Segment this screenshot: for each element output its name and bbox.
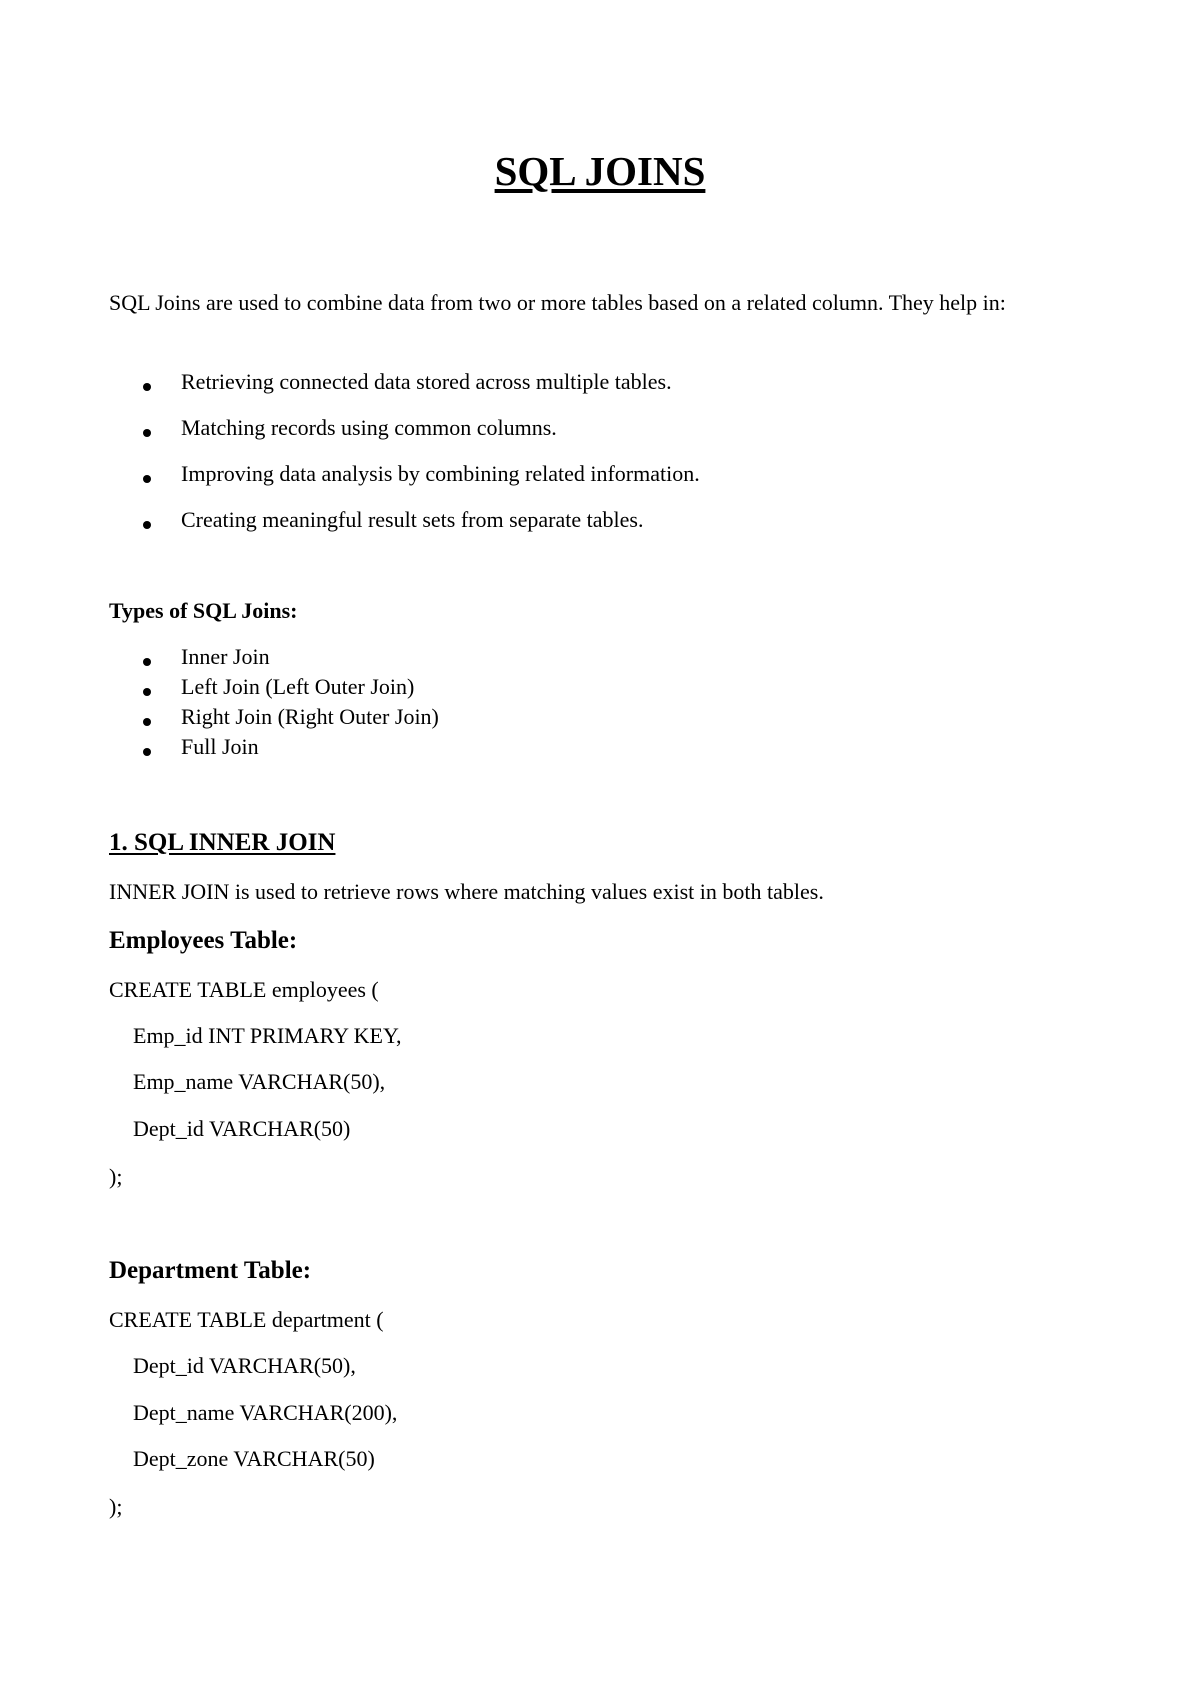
- code-line: Emp_id INT PRIMARY KEY,: [133, 1023, 402, 1048]
- list-item: Improving data analysis by combining related information.: [181, 461, 700, 486]
- bullet-icon: [143, 383, 151, 391]
- document-title-text: SQL JOINS: [494, 148, 706, 194]
- department-table-heading: Department Table:: [109, 1257, 312, 1284]
- bullet-icon: [143, 688, 151, 696]
- list-item: Retrieving connected data stored across multiple tables.: [181, 369, 672, 394]
- code-line: Emp_name VARCHAR(50),: [133, 1069, 386, 1094]
- list-item: Matching records using common columns.: [181, 415, 557, 440]
- list-item: Right Join (Right Outer Join): [181, 704, 439, 729]
- code-line: Dept_name VARCHAR(200),: [133, 1400, 398, 1425]
- section-description: INNER JOIN is used to retrieve rows where matching values exist in both tables.: [109, 879, 824, 904]
- intro-paragraph: SQL Joins are used to combine data from two or more tables based on a related column. They help in:: [109, 290, 1006, 315]
- bullet-icon: [143, 429, 151, 437]
- bullet-icon: [143, 521, 151, 529]
- code-line: Dept_zone VARCHAR(50): [133, 1446, 375, 1471]
- bullet-icon: [143, 718, 151, 726]
- types-heading: Types of SQL Joins:: [109, 598, 298, 623]
- document-title: [0, 146, 1200, 196]
- code-line: Dept_id VARCHAR(50),: [133, 1353, 356, 1378]
- code-line: CREATE TABLE department (: [109, 1307, 384, 1332]
- list-item: Creating meaningful result sets from separate tables.: [181, 507, 644, 532]
- code-line: );: [109, 1494, 123, 1519]
- code-line: Dept_id VARCHAR(50): [133, 1116, 351, 1141]
- bullet-icon: [143, 748, 151, 756]
- employees-table-heading: Employees Table:: [109, 927, 298, 954]
- code-line: CREATE TABLE employees (: [109, 977, 379, 1002]
- section-heading: 1. SQL INNER JOIN: [109, 829, 336, 856]
- list-item: Inner Join: [181, 644, 270, 669]
- bullet-icon: [143, 475, 151, 483]
- bullet-icon: [143, 658, 151, 666]
- code-line: );: [109, 1164, 123, 1189]
- list-item: Left Join (Left Outer Join): [181, 674, 415, 699]
- list-item: Full Join: [181, 734, 259, 759]
